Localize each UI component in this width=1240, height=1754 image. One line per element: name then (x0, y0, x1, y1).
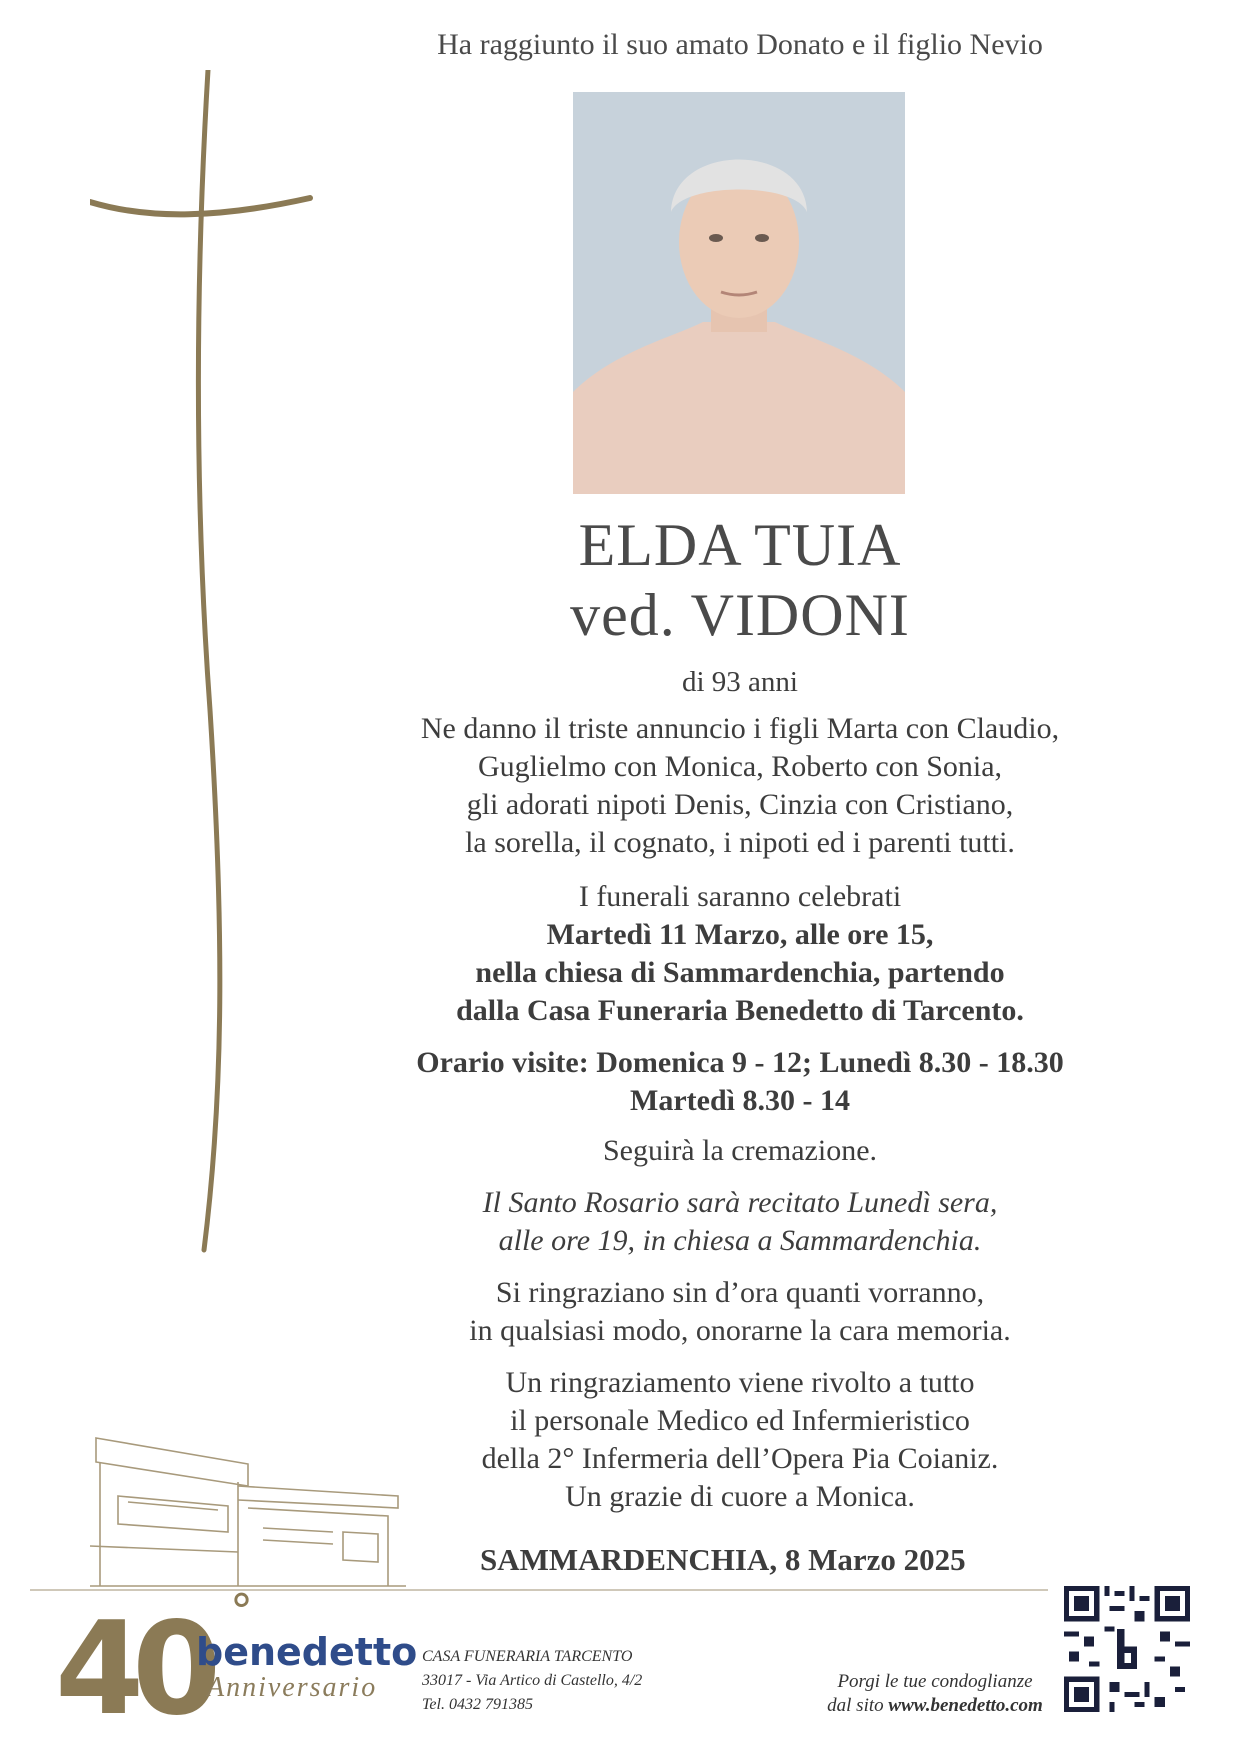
age: di 93 anni (682, 666, 798, 698)
brand-name: benedetto (196, 1630, 418, 1674)
visit-hours-line: Martedì 8.30 - 14 (630, 1084, 850, 1117)
place-date: SAMMARDENCHIA, 8 Marzo 2025 (480, 1542, 966, 1577)
anniversary-label: Anniversario (207, 1672, 378, 1703)
staff-thanks-line: Un ringraziamento viene rivolto a tutto (505, 1366, 975, 1399)
announcement-line: Guglielmo con Monica, Roberto con Sonia, (477, 750, 1003, 783)
staff-thanks-line: il personale Medico ed Infermieristico (510, 1404, 970, 1437)
address-line: 33017 - Via Artico di Castello, 4/2 (422, 1672, 643, 1689)
logo-number: 40 (55, 1595, 210, 1744)
logo-degree: ° (230, 1584, 253, 1638)
rosary-line: alle ore 19, in chiesa a Sammardenchia. (498, 1224, 982, 1257)
website-link[interactable]: www.benedetto.com (888, 1695, 1043, 1716)
condolences-site-line (800, 1694, 1070, 1718)
condolences-prefix: dal sito (827, 1695, 889, 1716)
funeral-home-address (422, 1645, 642, 1717)
name-line-1: ELDA TUIA (578, 512, 902, 578)
funeral-detail: dalla Casa Funeraria Benedetto di Tarcento. (456, 994, 1024, 1027)
cremation-note: Seguirà la cremazione. (602, 1134, 878, 1167)
visit-hours (340, 1044, 1140, 1120)
funeral-detail: Martedì 11 Marzo, alle ore 15, (546, 918, 934, 951)
condolences-line: Porgi le tue condoglianze (837, 1671, 1033, 1692)
rosary-paragraph (340, 1184, 1140, 1260)
cross-icon (90, 70, 320, 1270)
staff-thanks-paragraph (340, 1364, 1140, 1516)
rosary-line: Il Santo Rosario sarà recitato Lunedì sera, (482, 1186, 998, 1219)
deceased-name (340, 510, 1140, 650)
address-line: Tel. 0432 791385 (422, 1696, 533, 1713)
funeral-intro: I funerali saranno celebrati (578, 880, 902, 913)
announcement-paragraph (340, 710, 1140, 862)
condolences-note (800, 1670, 1070, 1718)
funeral-detail: nella chiesa di Sammardenchia, partendo (475, 956, 1005, 989)
address-line: CASA FUNERARIA TARCENTO (422, 1648, 633, 1665)
staff-thanks-line: Un grazie di cuore a Monica. (565, 1480, 915, 1513)
portrait-photo (573, 92, 905, 494)
building-icon (88, 1436, 408, 1596)
name-line-2: ved. VIDONI (570, 582, 910, 648)
staff-thanks-line: della 2° Infermeria dell’Opera Pia Coianiz. (481, 1442, 999, 1475)
preface-line: Ha raggiunto il suo amato Donato e il figlio Nevio (437, 28, 1043, 61)
announcement-line: gli adorati nipoti Denis, Cinzia con Cristiano, (466, 788, 1014, 821)
funeral-paragraph (340, 878, 1140, 1030)
thanks-line: Si ringraziano sin d’ora quanti vorranno, (495, 1276, 985, 1309)
visit-hours-line: Orario visite: Domenica 9 - 12; Lunedì 8.30 - 18.30 (416, 1046, 1064, 1079)
thanks-paragraph (340, 1274, 1140, 1350)
qr-code-icon[interactable] (1064, 1586, 1190, 1712)
announcement-line: Ne danno il triste annuncio i figli Marta con Claudio, (420, 712, 1060, 745)
announcement-line: la sorella, il cognato, i nipoti ed i parenti tutti. (465, 826, 1015, 859)
thanks-line: in qualsiasi modo, onorarne la cara memoria. (469, 1314, 1011, 1347)
